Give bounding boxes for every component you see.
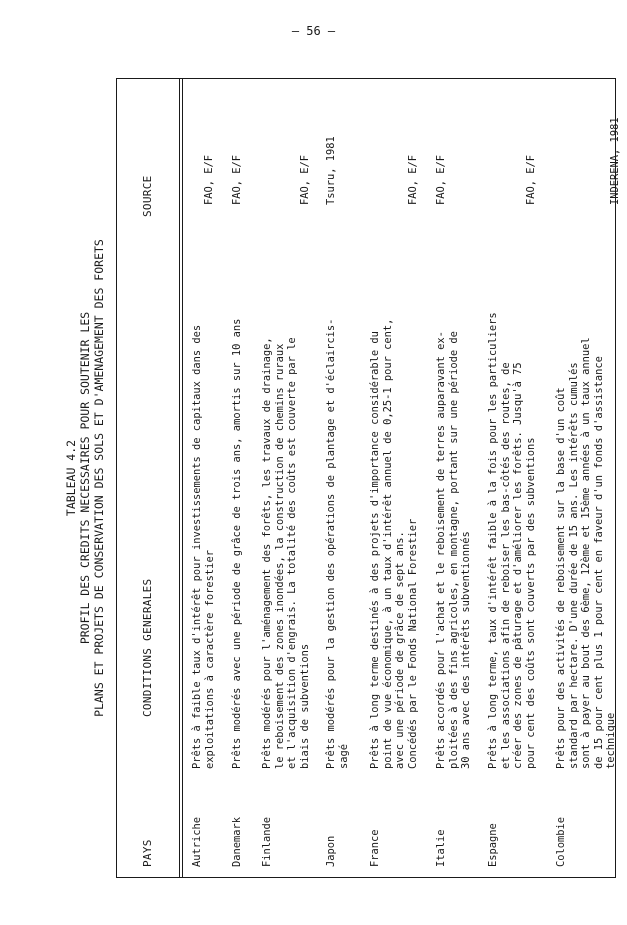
country-cell: Finlande (261, 816, 273, 867)
conditions-line: et l'acquisition d'engrais. La totalité des coûts est couverte par le (286, 337, 299, 769)
conditions-cell (555, 319, 618, 769)
conditions-cell (487, 312, 537, 769)
source-cell: FAO, E/F (525, 154, 537, 205)
source-cell: FAO, E/F (435, 154, 447, 205)
source-cell: FAO, E/F (203, 154, 215, 205)
table-header-row (117, 79, 179, 877)
conditions-line: Prêts modérés pour la gestion des opérations de plantage et d'éclaircis- (325, 318, 337, 769)
table-title-line-2: PLANS ET PROJETS DE CONSERVATION DES SOLS ET D'AMENAGEMENT DES FORETS (92, 239, 106, 717)
conditions-line: point de vue économique, à un taux d'intérêt annuel de 0,25-1 pour cent, (381, 318, 394, 769)
conditions-line: sagé (337, 743, 350, 769)
source-cell: FAO, E/F (299, 154, 311, 205)
conditions-line: sont à payer au bout des 6ème, 12ème et 15ème années à un taux annuel (580, 337, 593, 769)
source-cell: INDERENA, 1981 (609, 117, 621, 205)
page-number: – 56 – (291, 24, 336, 38)
header-rule-bottom (182, 79, 183, 877)
header-source: SOURCE (141, 175, 154, 217)
country-cell: Italie (435, 829, 447, 867)
source-cell: Tsuru, 1981 (325, 136, 337, 205)
conditions-line: ploitées à des fins agricoles, en montagne, portant sur une période de (447, 331, 460, 769)
conditions-line: 30 ans avec des intérêts subventionnés (460, 531, 473, 769)
header-rule-top (179, 79, 180, 877)
source-cell: FAO, E/F (231, 154, 243, 205)
conditions-line: avec une période de grâce de sept ans. (394, 531, 407, 769)
conditions-line: Prêts modérés avec une période de grâce de trois ans, amortis sur 10 ans (231, 318, 243, 769)
table-number: TABLEAU 4.2 (64, 439, 78, 517)
conditions-line: Prêts à long terme destinés à des projets d'importance considérable du (369, 331, 381, 769)
conditions-line: Prêts à faible taux d'intérêt pour investissements de capitaux dans des (191, 324, 203, 769)
conditions-cell (369, 319, 419, 769)
conditions-cell (435, 319, 473, 769)
rotated-table-page (60, 78, 621, 878)
conditions-line: technique (605, 712, 618, 769)
country-cell: Espagne (487, 823, 499, 867)
source-cell: FAO, E/F (407, 154, 419, 205)
conditions-line: biais de subventions (298, 643, 311, 769)
country-cell: France (369, 829, 381, 867)
country-cell: Autriche (191, 816, 203, 867)
credit-profile-table (116, 78, 621, 878)
conditions-line: Prêts accordés pour l'achat et le reboisement de terres auparavant ex- (435, 331, 447, 769)
country-cell: Danemark (231, 816, 243, 867)
conditions-cell (325, 319, 350, 769)
header-pays: PAYS (141, 839, 154, 867)
country-cell: Japon (325, 835, 337, 867)
conditions-line: standard par hectare. D'une durée de 15 ans. Les intérêts cumulés (567, 362, 580, 769)
conditions-line: Prêts pour des activités de reboisement sur la base d'un coût (555, 387, 567, 769)
conditions-line: Concédés par le Fonds National Forestier (406, 518, 419, 769)
conditions-line: de 15 pour cent plus 1 pour cent en faveur d'un fonds d'assistance (592, 356, 605, 769)
conditions-line: Prêts à long terme, taux d'intérêt faible à la fois pour les particuliers (487, 312, 499, 769)
conditions-cell (191, 319, 216, 769)
conditions-line: et les associations afin de reboiser les bas-côtés des routes, de (499, 362, 512, 769)
table-title-line-1: PROFIL DES CREDITS NECESSAIRES POUR SOUTENIR LES (78, 311, 92, 645)
conditions-line: pour cent des coûts sont couverts par des subventions (524, 437, 537, 769)
conditions-cell (231, 319, 244, 769)
conditions-line: exploitations à caractère forestier (203, 550, 216, 769)
conditions-line: Prêts modérés pour l'aménagement des forêts, les travaux de drainage, (261, 337, 273, 769)
conditions-cell (261, 319, 311, 769)
country-cell: Colombie (555, 816, 567, 867)
conditions-line: le reboisement des zones inondées, la construction de chemins ruraux (273, 343, 286, 769)
table-title-block (64, 78, 106, 878)
header-conditions: CONDITIONS GENERALES (141, 578, 154, 717)
conditions-line: créer des zones de pâturage et d'améliorer les forêts. Jusqu'à 75 (512, 362, 525, 769)
